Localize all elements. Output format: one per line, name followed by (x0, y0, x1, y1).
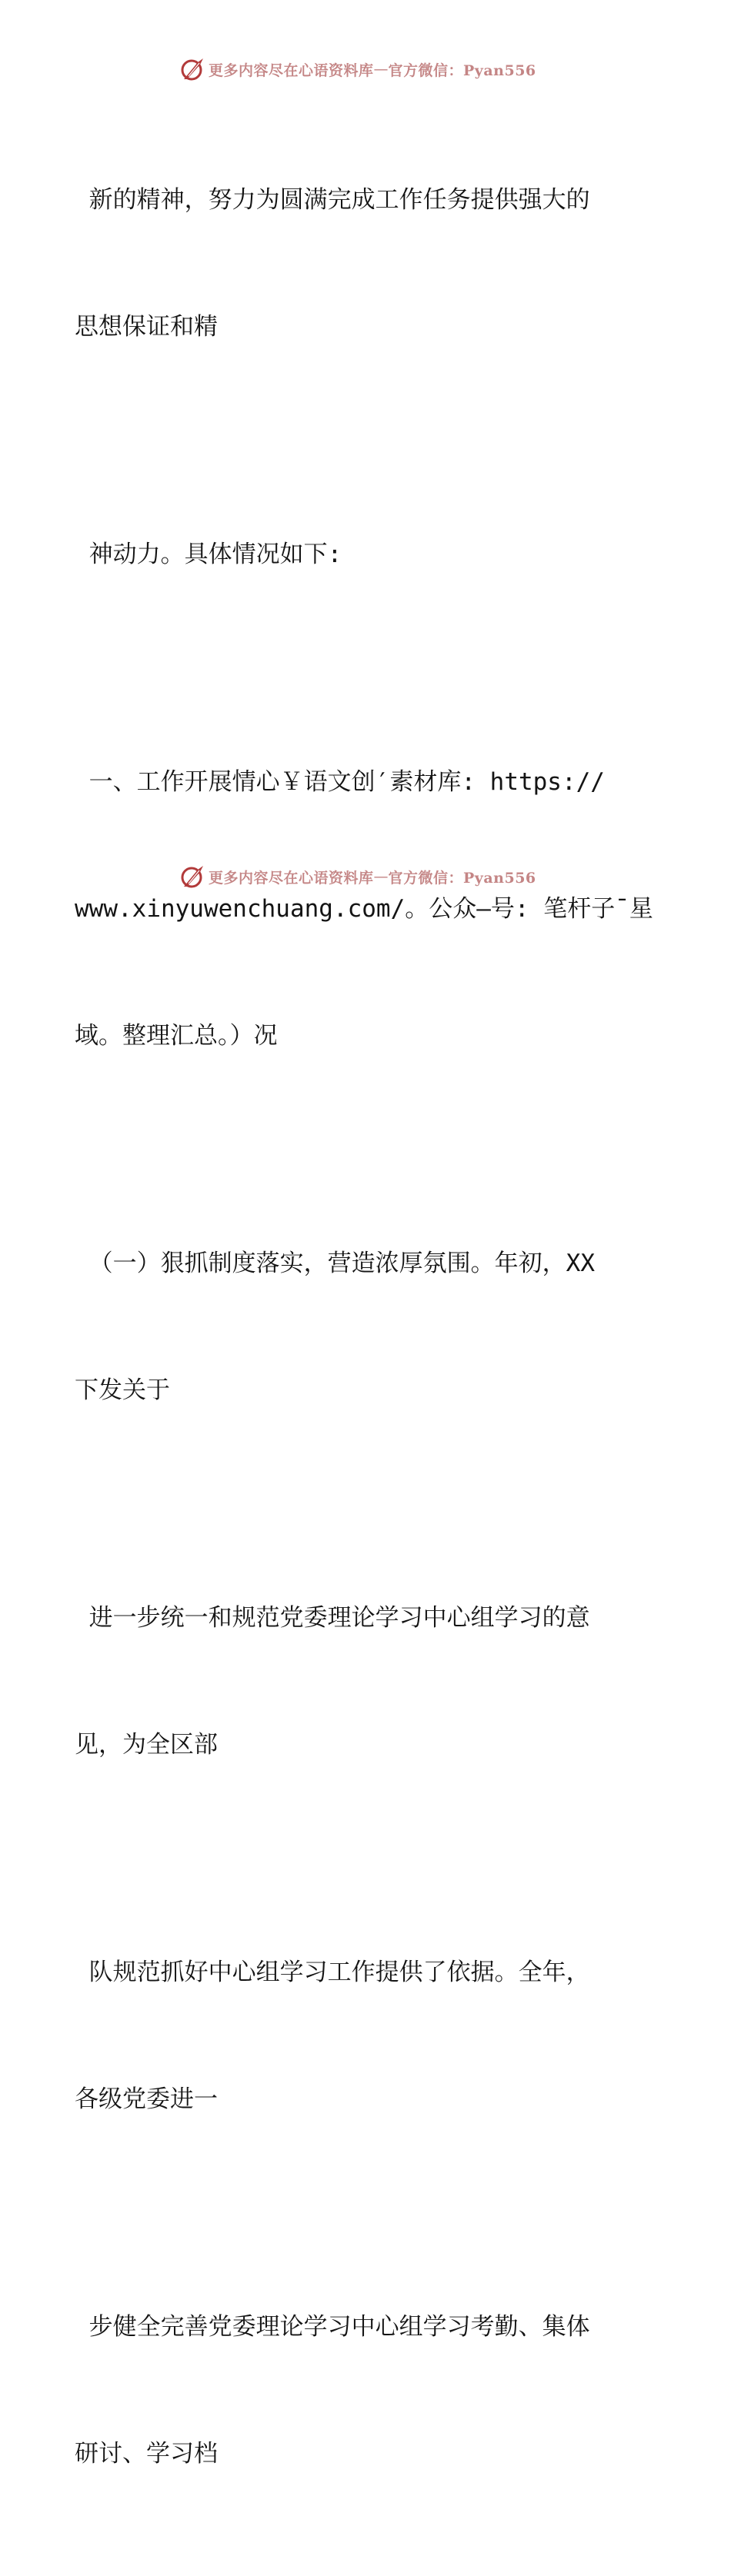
paragraph-line: 新的精神，努力为圆满完成工作任务提供强大的 (75, 186, 590, 214)
document-body (75, 95, 659, 2576)
paragraph-line: 各级党委进一 (75, 2085, 218, 2113)
footer-banner-text: 更多内容尽在心语资料库 (209, 869, 374, 887)
paragraph-line: 研讨、学习档 (75, 2440, 218, 2468)
header-banner-inner (179, 55, 536, 83)
paragraph-1 (75, 95, 659, 433)
footer-banner-inner (179, 863, 536, 890)
quill-pen-logo-icon (179, 864, 205, 890)
paragraph-line: 思想保证和精 (75, 313, 218, 341)
header-banner-text: 更多内容尽在心语资料库 (209, 62, 374, 79)
paragraph-line: 一、工作开展情心￥语文创′素材库: https:// (75, 768, 605, 796)
paragraph-4 (75, 1158, 659, 1496)
footer-banner (0, 861, 731, 892)
header-banner (0, 54, 731, 85)
paragraph-line: （一）狠抓制度落实，营造浓厚氛围。年初，XX (75, 1250, 595, 1277)
paragraph-line: 域。整理汇总。）况 (75, 1022, 278, 1050)
paragraph-5 (75, 1513, 659, 1851)
paragraph-line: 神动力。具体情况如下: (75, 541, 342, 568)
header-banner-suffix: 官方微信：Pyan556 (388, 62, 536, 79)
paragraph-line: 步健全完善党委理论学习中心组学习考勤、集体 (75, 2313, 590, 2341)
paragraph-3 (75, 677, 659, 1142)
paragraph-line: 队规范抓好中心组学习工作提供了依据。全年， (75, 1959, 590, 1986)
paragraph-7 (75, 2222, 659, 2560)
paragraph-6 (75, 1867, 659, 2205)
footer-banner-dash: — (373, 868, 389, 885)
paragraph-line: 进一步统一和规范党委理论学习中心组学习的意 (75, 1604, 590, 1632)
header-banner-dash: — (373, 61, 389, 78)
quill-pen-logo-icon (179, 56, 205, 82)
paragraph-line: www.xinyuwenchuang.com/。公众—号: 笔杆子¯星 (75, 895, 653, 923)
paragraph-2 (75, 449, 659, 661)
footer-banner-suffix: 官方微信：Pyan556 (388, 869, 536, 887)
paragraph-line: 见，为全区部 (75, 1731, 218, 1759)
paragraph-line: 下发关于 (75, 1376, 170, 1404)
